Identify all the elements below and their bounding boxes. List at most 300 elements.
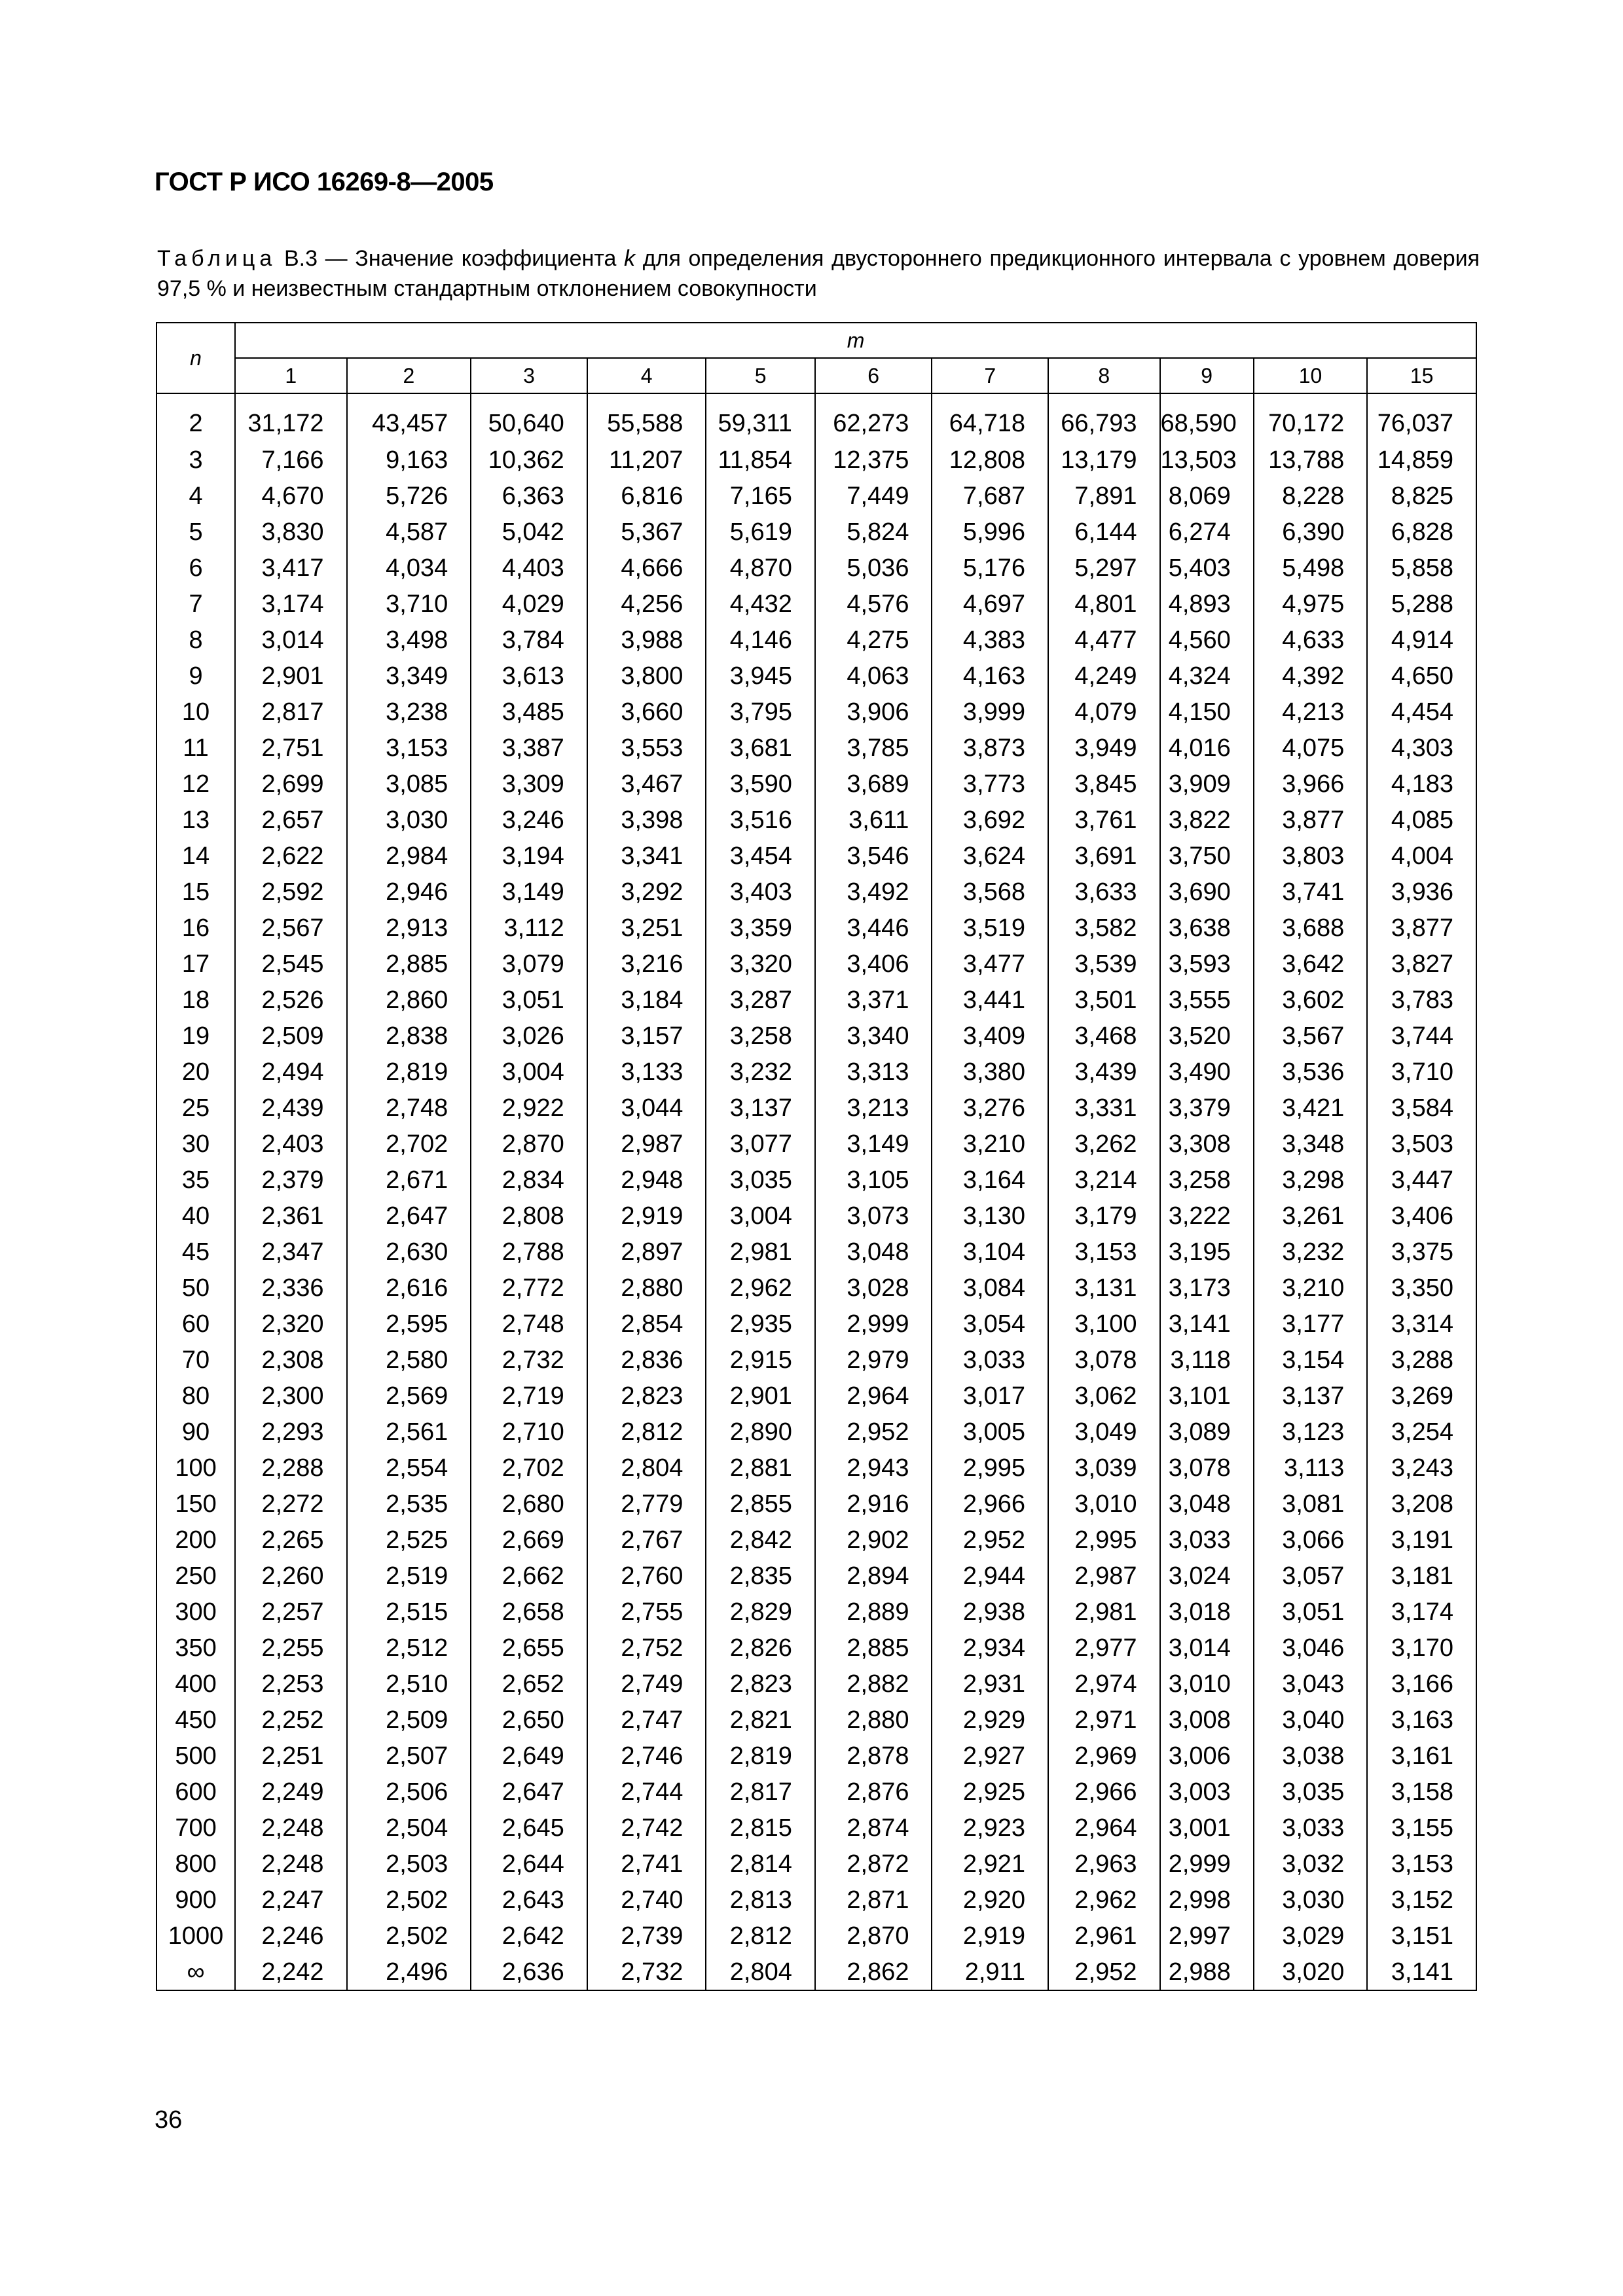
row-label-n: 16 [156, 910, 235, 946]
table-cell: 2,813 [706, 1882, 814, 1918]
table-cell: 3,118 [1160, 1342, 1254, 1378]
table-cell: 2,981 [1048, 1594, 1160, 1630]
table-cell: 2,878 [815, 1738, 932, 1774]
table-cell: 2,248 [235, 1846, 347, 1882]
table-cell: 3,014 [235, 622, 347, 658]
table-cell: 3,421 [1254, 1090, 1368, 1126]
table-cell: 3,320 [706, 946, 814, 982]
table-cell: 3,123 [1254, 1414, 1368, 1450]
table-cell: 2,814 [706, 1846, 814, 1882]
table-cell: 2,997 [1160, 1918, 1254, 1954]
table-cell: 2,838 [347, 1018, 471, 1054]
table-cell: 70,172 [1254, 393, 1368, 442]
table-row [156, 1522, 1476, 1558]
table-cell: 2,872 [815, 1846, 932, 1882]
table-cell: 2,567 [235, 910, 347, 946]
table-cell: 3,246 [471, 802, 587, 838]
row-label-n: 450 [156, 1702, 235, 1738]
table-cell: 43,457 [347, 393, 471, 442]
table-cell: 3,033 [1160, 1522, 1254, 1558]
table-cell: 3,830 [235, 514, 347, 550]
table-cell: 4,034 [347, 550, 471, 586]
table-cell: 2,439 [235, 1090, 347, 1126]
table-cell: 3,049 [1048, 1414, 1160, 1450]
table-cell: 3,945 [706, 658, 814, 694]
table-cell: 2,817 [235, 694, 347, 730]
table-cell: 4,697 [932, 586, 1048, 622]
table-cell: 2,252 [235, 1702, 347, 1738]
column-header-row [156, 358, 1476, 393]
table-cell: 4,063 [815, 658, 932, 694]
table-cell: 3,163 [1367, 1702, 1476, 1738]
table-cell: 3,251 [587, 910, 706, 946]
table-cell: 2,509 [235, 1018, 347, 1054]
column-header-m-4: 4 [587, 358, 706, 393]
table-cell: 3,001 [1160, 1810, 1254, 1846]
table-cell: 2,658 [471, 1594, 587, 1630]
column-header-m-7: 7 [932, 358, 1048, 393]
table-cell: 3,173 [1160, 1270, 1254, 1306]
table-cell: 3,214 [1048, 1162, 1160, 1198]
table-row [156, 1450, 1476, 1486]
table-cell: 2,819 [706, 1738, 814, 1774]
table-cell: 2,336 [235, 1270, 347, 1306]
table-cell: 3,104 [932, 1234, 1048, 1270]
table-cell: 12,808 [932, 442, 1048, 478]
table-cell: 2,253 [235, 1666, 347, 1702]
table-cell: 3,258 [706, 1018, 814, 1054]
table-cell: 3,166 [1367, 1666, 1476, 1702]
table-row [156, 982, 1476, 1018]
table-cell: 3,153 [1367, 1846, 1476, 1882]
table-cell: 3,877 [1367, 910, 1476, 946]
table-cell: 3,539 [1048, 946, 1160, 982]
table-cell: 4,150 [1160, 694, 1254, 730]
row-label-n: 13 [156, 802, 235, 838]
table-cell: 5,042 [471, 514, 587, 550]
row-label-n: 800 [156, 1846, 235, 1882]
table-cell: 2,885 [815, 1630, 932, 1666]
table-cell: 3,567 [1254, 1018, 1368, 1054]
table-cell: 4,432 [706, 586, 814, 622]
row-label-n: 19 [156, 1018, 235, 1054]
table-cell: 2,747 [587, 1702, 706, 1738]
table-cell: 7,449 [815, 478, 932, 514]
table-cell: 3,406 [1367, 1198, 1476, 1234]
row-label-n: 18 [156, 982, 235, 1018]
table-cell: 3,133 [587, 1054, 706, 1090]
table-cell: 3,710 [347, 586, 471, 622]
row-label-n: 30 [156, 1126, 235, 1162]
table-cell: 3,785 [815, 730, 932, 766]
table-row [156, 1090, 1476, 1126]
row-label-n: 100 [156, 1450, 235, 1486]
table-cell: 3,008 [1160, 1702, 1254, 1738]
table-row [156, 838, 1476, 874]
table-row [156, 1666, 1476, 1702]
table-cell: 3,029 [1254, 1918, 1368, 1954]
table-cell: 13,503 [1160, 442, 1254, 478]
table-cell: 2,308 [235, 1342, 347, 1378]
table-cell: 2,257 [235, 1594, 347, 1630]
row-label-n: 8 [156, 622, 235, 658]
table-cell: 12,375 [815, 442, 932, 478]
table-cell: 2,732 [587, 1954, 706, 1990]
table-cell: 2,870 [815, 1918, 932, 1954]
table-cell: 2,361 [235, 1198, 347, 1234]
table-cell: 2,503 [347, 1846, 471, 1882]
table-cell: 2,890 [706, 1414, 814, 1450]
table-row [156, 1486, 1476, 1522]
table-cell: 2,882 [815, 1666, 932, 1702]
table-cell: 2,881 [706, 1450, 814, 1486]
table-cell: 3,822 [1160, 802, 1254, 838]
table-cell: 2,502 [347, 1918, 471, 1954]
table-cell: 3,018 [1160, 1594, 1254, 1630]
table-cell: 7,166 [235, 442, 347, 478]
table-cell: 2,494 [235, 1054, 347, 1090]
table-row [156, 802, 1476, 838]
table-cell: 4,454 [1367, 694, 1476, 730]
table-cell: 3,350 [1367, 1270, 1476, 1306]
table-cell: 3,084 [932, 1270, 1048, 1306]
table-cell: 3,113 [1254, 1450, 1368, 1486]
row-label-n: 40 [156, 1198, 235, 1234]
table-cell: 3,519 [932, 910, 1048, 946]
table-cell: 2,569 [347, 1378, 471, 1414]
table-cell: 4,256 [587, 586, 706, 622]
table-cell: 2,616 [347, 1270, 471, 1306]
table-row [156, 1342, 1476, 1378]
table-cell: 4,004 [1367, 838, 1476, 874]
table-cell: 2,836 [587, 1342, 706, 1378]
table-cell: 2,862 [815, 1954, 932, 1990]
table-cell: 2,804 [706, 1954, 814, 1990]
table-cell: 3,690 [1160, 874, 1254, 910]
table-cell: 3,403 [706, 874, 814, 910]
table-row [156, 1954, 1476, 1990]
table-cell: 2,894 [815, 1558, 932, 1594]
table-cell: 2,748 [471, 1306, 587, 1342]
table-cell: 13,179 [1048, 442, 1160, 478]
table-cell: 2,916 [815, 1486, 932, 1522]
table-cell: 2,545 [235, 946, 347, 982]
table-cell: 2,702 [347, 1126, 471, 1162]
table-cell: 3,130 [932, 1198, 1048, 1234]
table-cell: 3,161 [1367, 1738, 1476, 1774]
row-label-n: 6 [156, 550, 235, 586]
table-cell: 3,051 [1254, 1594, 1368, 1630]
table-cell: 2,652 [471, 1666, 587, 1702]
table-cell: 2,913 [347, 910, 471, 946]
table-cell: 3,710 [1367, 1054, 1476, 1090]
table-cell: 2,506 [347, 1774, 471, 1810]
table-cell: 3,681 [706, 730, 814, 766]
table-cell: 3,750 [1160, 838, 1254, 874]
table-cell: 2,645 [471, 1810, 587, 1846]
table-cell: 3,153 [347, 730, 471, 766]
table-row [156, 1378, 1476, 1414]
table-cell: 2,347 [235, 1234, 347, 1270]
table-cell: 3,048 [1160, 1486, 1254, 1522]
table-cell: 4,303 [1367, 730, 1476, 766]
column-header-m-6: 6 [815, 358, 932, 393]
table-cell: 3,447 [1367, 1162, 1476, 1198]
table-cell: 2,860 [347, 982, 471, 1018]
table-cell: 2,680 [471, 1486, 587, 1522]
caption-text-after-k: для определения двустороннего предикционного интервала с уровнем доверия 97,5 % и неизвестным стандартным отклонением совокупности [157, 246, 1480, 301]
table-cell: 3,137 [706, 1090, 814, 1126]
table-cell: 3,137 [1254, 1378, 1368, 1414]
table-cell: 3,077 [706, 1126, 814, 1162]
table-cell: 2,247 [235, 1882, 347, 1918]
table-cell: 2,946 [347, 874, 471, 910]
table-cell: 2,962 [706, 1270, 814, 1306]
table-row [156, 766, 1476, 802]
row-label-n: 50 [156, 1270, 235, 1306]
table-cell: 3,795 [706, 694, 814, 730]
table-cell: 3,398 [587, 802, 706, 838]
table-cell: 2,739 [587, 1918, 706, 1954]
table-cell: 2,920 [932, 1882, 1048, 1918]
table-cell: 2,919 [932, 1918, 1048, 1954]
table-cell: 3,341 [587, 838, 706, 874]
table-cell: 31,172 [235, 393, 347, 442]
table-cell: 3,845 [1048, 766, 1160, 802]
table-cell: 3,149 [471, 874, 587, 910]
table-cell: 3,689 [815, 766, 932, 802]
table-cell: 2,984 [347, 838, 471, 874]
table-cell: 2,981 [706, 1234, 814, 1270]
table-row [156, 658, 1476, 694]
table-cell: 4,146 [706, 622, 814, 658]
table-row [156, 1918, 1476, 1954]
table-cell: 2,760 [587, 1558, 706, 1594]
table-row [156, 1594, 1476, 1630]
column-header-m-1: 1 [235, 358, 347, 393]
table-cell: 3,105 [815, 1162, 932, 1198]
table-cell: 3,999 [932, 694, 1048, 730]
table-cell: 3,287 [706, 982, 814, 1018]
table-cell: 3,194 [471, 838, 587, 874]
table-cell: 3,409 [932, 1018, 1048, 1054]
table-cell: 6,828 [1367, 514, 1476, 550]
row-label-n: 200 [156, 1522, 235, 1558]
table-cell: 2,944 [932, 1558, 1048, 1594]
table-cell: 2,999 [1160, 1846, 1254, 1882]
table-cell: 3,210 [932, 1126, 1048, 1162]
table-cell: 2,525 [347, 1522, 471, 1558]
row-label-n: 3 [156, 442, 235, 478]
table-cell: 2,812 [587, 1414, 706, 1450]
table-row [156, 1882, 1476, 1918]
table-cell: 2,911 [932, 1954, 1048, 1990]
table-cell: 2,927 [932, 1738, 1048, 1774]
table-cell: 2,842 [706, 1522, 814, 1558]
table-cell: 3,313 [815, 1054, 932, 1090]
table-cell: 3,590 [706, 766, 814, 802]
table-cell: 2,732 [471, 1342, 587, 1378]
table-cell: 3,348 [1254, 1126, 1368, 1162]
table-cell: 2,767 [587, 1522, 706, 1558]
table-cell: 3,149 [815, 1126, 932, 1162]
table-cell: 2,829 [706, 1594, 814, 1630]
table-cell: 3,660 [587, 694, 706, 730]
table-cell: 2,519 [347, 1558, 471, 1594]
table-cell: 4,560 [1160, 622, 1254, 658]
table-cell: 3,613 [471, 658, 587, 694]
table-cell: 2,702 [471, 1450, 587, 1486]
table-cell: 3,406 [815, 946, 932, 982]
table-cell: 2,880 [587, 1270, 706, 1306]
table-cell: 3,314 [1367, 1306, 1476, 1342]
table-cell: 3,477 [932, 946, 1048, 982]
table-cell: 2,995 [1048, 1522, 1160, 1558]
table-row [156, 694, 1476, 730]
table-cell: 13,788 [1254, 442, 1368, 478]
table-cell: 3,152 [1367, 1882, 1476, 1918]
table-cell: 2,255 [235, 1630, 347, 1666]
table-cell: 3,170 [1367, 1630, 1476, 1666]
table-cell: 2,526 [235, 982, 347, 1018]
table-cell: 2,874 [815, 1810, 932, 1846]
table-cell: 2,379 [235, 1162, 347, 1198]
table-row [156, 393, 1476, 442]
table-cell: 8,069 [1160, 478, 1254, 514]
table-cell: 66,793 [1048, 393, 1160, 442]
table-row [156, 622, 1476, 658]
table-cell: 3,906 [815, 694, 932, 730]
table-cell: 2,854 [587, 1306, 706, 1342]
table-cell: 2,561 [347, 1414, 471, 1450]
table-cell: 5,288 [1367, 586, 1476, 622]
table-cell: 3,800 [587, 658, 706, 694]
table-cell: 2,977 [1048, 1630, 1160, 1666]
table-cell: 2,649 [471, 1738, 587, 1774]
table-cell: 8,825 [1367, 478, 1476, 514]
table-cell: 3,467 [587, 766, 706, 802]
table-cell: 4,650 [1367, 658, 1476, 694]
table-cell: 3,035 [1254, 1774, 1368, 1810]
column-header-m-9: 9 [1160, 358, 1254, 393]
table-cell: 14,859 [1367, 442, 1476, 478]
table-cell: 3,222 [1160, 1198, 1254, 1234]
table-row [156, 1846, 1476, 1882]
table-cell: 3,032 [1254, 1846, 1368, 1882]
table-cell: 2,902 [815, 1522, 932, 1558]
table-cell: 2,885 [347, 946, 471, 982]
table-cell: 2,952 [932, 1522, 1048, 1558]
table-cell: 3,081 [1254, 1486, 1368, 1522]
row-label-n: 4 [156, 478, 235, 514]
table-cell: 10,362 [471, 442, 587, 478]
table-cell: 3,783 [1367, 982, 1476, 1018]
row-label-n: 300 [156, 1594, 235, 1630]
table-cell: 2,742 [587, 1810, 706, 1846]
table-cell: 3,298 [1254, 1162, 1368, 1198]
table-cell: 4,801 [1048, 586, 1160, 622]
table-cell: 3,006 [1160, 1738, 1254, 1774]
table-cell: 4,016 [1160, 730, 1254, 766]
column-header-m-8: 8 [1048, 358, 1160, 393]
table-cell: 3,216 [587, 946, 706, 982]
table-cell: 3,153 [1048, 1234, 1160, 1270]
table-cell: 3,141 [1160, 1306, 1254, 1342]
table-cell: 3,331 [1048, 1090, 1160, 1126]
row-label-n: 15 [156, 874, 235, 910]
table-cell: 2,876 [815, 1774, 932, 1810]
table-cell: 2,922 [471, 1090, 587, 1126]
table-cell: 2,671 [347, 1162, 471, 1198]
table-cell: 3,164 [932, 1162, 1048, 1198]
column-header-m-5: 5 [706, 358, 814, 393]
table-cell: 3,691 [1048, 838, 1160, 874]
table-cell: 2,592 [235, 874, 347, 910]
table-cell: 4,079 [1048, 694, 1160, 730]
table-cell: 3,501 [1048, 982, 1160, 1018]
table-cell: 2,835 [706, 1558, 814, 1594]
table-cell: 3,254 [1367, 1414, 1476, 1450]
table-cell: 3,492 [815, 874, 932, 910]
table-cell: 2,919 [587, 1198, 706, 1234]
caption-text-before-k: В.3 — Значение коэффициента [276, 246, 625, 271]
table-cell: 3,213 [815, 1090, 932, 1126]
table-cell: 3,741 [1254, 874, 1368, 910]
table-cell: 6,274 [1160, 514, 1254, 550]
table-cell: 3,582 [1048, 910, 1160, 946]
table-cell: 6,144 [1048, 514, 1160, 550]
table-row [156, 1126, 1476, 1162]
table-cell: 2,952 [815, 1414, 932, 1450]
table-cell: 2,710 [471, 1414, 587, 1450]
table-cell: 2,642 [471, 1918, 587, 1954]
table-cell: 2,923 [932, 1810, 1048, 1846]
row-label-n: 900 [156, 1882, 235, 1918]
table-cell: 3,269 [1367, 1378, 1476, 1414]
table-cell: 3,026 [471, 1018, 587, 1054]
table-cell: 2,921 [932, 1846, 1048, 1882]
table-cell: 3,288 [1367, 1342, 1476, 1378]
row-label-n: 350 [156, 1630, 235, 1666]
table-cell: 3,024 [1160, 1558, 1254, 1594]
table-cell: 62,273 [815, 393, 932, 442]
table-cell: 2,251 [235, 1738, 347, 1774]
table-cell: 2,925 [932, 1774, 1048, 1810]
table-cell: 2,515 [347, 1594, 471, 1630]
table-cell: 2,974 [1048, 1666, 1160, 1702]
table-cell: 5,858 [1367, 550, 1476, 586]
table-cell: 3,073 [815, 1198, 932, 1234]
table-row [156, 1270, 1476, 1306]
table-cell: 2,300 [235, 1378, 347, 1414]
row-label-n: 250 [156, 1558, 235, 1594]
table-cell: 2,935 [706, 1306, 814, 1342]
row-label-n: 20 [156, 1054, 235, 1090]
caption-label: Таблица [157, 246, 277, 271]
table-cell: 2,966 [932, 1486, 1048, 1522]
table-cell: 2,808 [471, 1198, 587, 1234]
table-body [156, 393, 1476, 1990]
table-cell: 11,854 [706, 442, 814, 478]
row-label-n: 25 [156, 1090, 235, 1126]
table-cell: 3,417 [235, 550, 347, 586]
table-cell: 3,085 [347, 766, 471, 802]
table-cell: 3,568 [932, 874, 1048, 910]
table-cell: 55,588 [587, 393, 706, 442]
table-row [156, 514, 1476, 550]
table-cell: 3,028 [815, 1270, 932, 1306]
table-cell: 3,308 [1160, 1126, 1254, 1162]
